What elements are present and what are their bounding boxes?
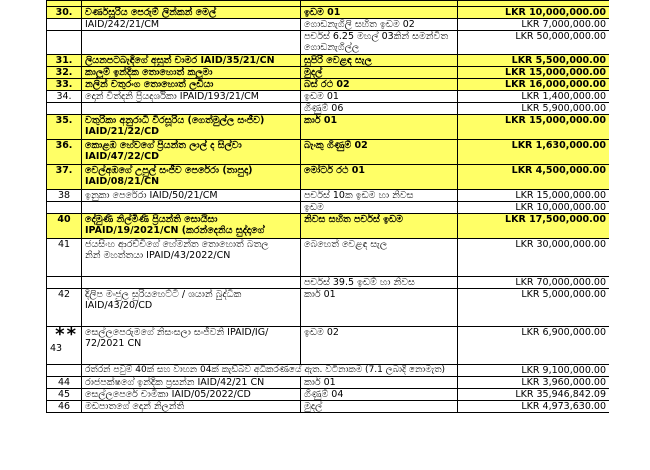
- row-number-text: 43: [50, 343, 63, 354]
- row-number: 36.: [47, 140, 82, 165]
- suspect-cell: [82, 277, 301, 289]
- table-row: [47, 239, 610, 277]
- row-number: 44: [47, 377, 82, 389]
- asset-cell: ගිණුම් 06: [301, 103, 458, 115]
- suspect-cell: සෙල්ලපෙරුමගේ නිසංසලා සංජීවනි IPAID/IG/ 72/2021 CN: [82, 327, 301, 365]
- asset-cell: ඉඩම: [301, 202, 458, 214]
- suspect-cell: කාලුම් ඉන්දික තොහොත් කලුමා: [82, 67, 301, 79]
- row-number: 45: [47, 389, 82, 401]
- value-cell: LKR 30,000,000.00: [458, 239, 610, 277]
- value-cell: LKR 1,400,000.00: [458, 91, 610, 103]
- suspect-cell: රාජපක්ෂගේ ඉන්දික ප්‍රසන්න IAID/42/21 CN: [82, 377, 301, 389]
- table-row: [47, 67, 610, 79]
- row-number: 46: [47, 401, 82, 413]
- table-row: [47, 7, 610, 19]
- suspect-cell: සෙල්ලපෙරේ චාමිකා IAID/05/2022/CD: [82, 389, 301, 401]
- table-row: [47, 165, 610, 190]
- value-cell: LKR 7,000,000.00: [458, 19, 610, 31]
- asset-cell: මෝටර් රථ 01: [301, 165, 458, 190]
- table-row: [47, 115, 610, 140]
- table-row: [47, 277, 610, 289]
- suspect-cell: [82, 103, 301, 115]
- row-number: [47, 19, 82, 31]
- asset-cell: නිවස සහිත පර්චස් ඉඩම: [301, 214, 458, 239]
- value-cell: LKR 4,973,630.00: [458, 401, 610, 413]
- table-row: [47, 365, 610, 377]
- value-cell: LKR 50,000,000.00: [458, 31, 610, 55]
- asset-cell: සුපිරි වෙළඳ සැල: [301, 55, 458, 67]
- value-cell: LKR 15,000,000.00: [458, 115, 610, 140]
- asset-table-body: [47, 1, 610, 413]
- asset-cell: ඉඩම 01: [301, 7, 458, 19]
- table-row: [47, 79, 610, 91]
- table-row: [47, 389, 610, 401]
- suspect-cell: කොළඹ හේවගේ ප්‍රියන්ත ලාල් ද සිල්වා IAID/47/22/CD: [82, 140, 301, 165]
- asset-cell: ඉඩම 01: [301, 91, 458, 103]
- asset-cell: බැංකු ගිණුම් 02: [301, 140, 458, 165]
- value-cell: LKR 15,000,000.00: [458, 67, 610, 79]
- suspect-cell: [82, 202, 301, 214]
- value-cell: LKR 9,100,000.00: [458, 365, 610, 377]
- table-row: [47, 55, 610, 67]
- row-number: [47, 31, 82, 55]
- asset-cell: කාර් 01: [301, 377, 458, 389]
- suspect-cell: IAID/242/21/CM: [82, 19, 301, 31]
- row-number: 32.: [47, 67, 82, 79]
- suspect-cell: ජයසිංහ ආරච්චිගේ හේමන්ත තොහොත් බතල නින් මහත්තයා IPAID/43/2022/CN: [82, 239, 301, 277]
- value-cell: LKR 4,500,000.00: [458, 165, 610, 190]
- value-cell: LKR 5,900,000.00: [458, 103, 610, 115]
- asset-cell: ඉඩම 02: [301, 327, 458, 365]
- table-row: [47, 140, 610, 165]
- suspect-cell: දොන් විත්දනි ප්‍රියදර්ශිකා IPAID/193/21/CM: [82, 91, 301, 103]
- asset-cell: බස් රථ 02: [301, 79, 458, 91]
- row-number: 33.: [47, 79, 82, 91]
- row-marker: **: [55, 326, 78, 345]
- asset-cell: ගිණුම් 04: [301, 389, 458, 401]
- value-cell: LKR 1,630,000.00: [458, 140, 610, 165]
- table-row: [47, 401, 610, 413]
- asset-cell: පර්චස් 10ක ඉඩම හා නිවස: [301, 190, 458, 202]
- table-row: [47, 103, 610, 115]
- asset-cell: පර්චස් 6.25 මහල් 03කින් සමන්විත ගොඩනැගිල්ල: [301, 31, 458, 55]
- row-number: 42: [47, 289, 82, 327]
- row-number: [47, 103, 82, 115]
- asset-cell: ගොඩනැගිලි සහිත ඉඩම 02: [301, 19, 458, 31]
- suspect-cell: දේමුණි නිල්මිණි ප්‍රියන්ති සොයිසා IPAID/19/2021/CN (කරන්දෙනිය සුද්දාගේ: [82, 214, 301, 239]
- suspect-cell: වෙල්අඹගේ උපුල් සංජීව පෙරේරා (තාපුදා) IAID/08/21/CN: [82, 165, 301, 190]
- row-number: [47, 365, 82, 377]
- value-cell: LKR 16,000,000.00: [458, 79, 610, 91]
- asset-cell: මුදල්: [301, 67, 458, 79]
- value-cell: LKR 70,000,000.00: [458, 277, 610, 289]
- suspect-cell: වර්ණසූරිය පෙරුම් ලින්කන් මෙල්: [82, 7, 301, 19]
- asset-cell: පර්චස් 39.5 ඉඩම් හා නිවස: [301, 277, 458, 289]
- row-number: [47, 327, 82, 365]
- asset-cell: කාර් 01: [301, 289, 458, 327]
- table-row: [47, 91, 610, 103]
- table-row: [47, 190, 610, 202]
- table-row: [47, 377, 610, 389]
- row-number: 31.: [47, 55, 82, 67]
- note-cell: රත්රන් පවුම් 40ක් සහ වාහන 04ක් කැඩ්බව අධිකරණයේ ඇත. වටිනාකම (7.1 ලබාදි නොමැත): [82, 365, 458, 377]
- row-number: 34.: [47, 91, 82, 103]
- row-number: 40: [47, 214, 82, 239]
- table-row: [47, 31, 610, 55]
- table-row: [47, 202, 610, 214]
- row-number: 35.: [47, 115, 82, 140]
- table-row: [47, 19, 610, 31]
- value-cell: LKR 35,946,842.09: [458, 389, 610, 401]
- value-cell: LKR 15,000,000.00: [458, 190, 610, 202]
- table-row: [47, 289, 610, 327]
- asset-cell: මුදල්: [301, 401, 458, 413]
- row-number: [47, 277, 82, 289]
- suspect-cell: ලියනපටබැඳිගේ අසුත් චාමර IAID/35/21/CN: [82, 55, 301, 67]
- suspect-cell: මඩපාතගේ දොන් නිලන්ති: [82, 401, 301, 413]
- asset-table: [46, 0, 609, 413]
- suspect-cell: නලින් චතුරංග තොහොත් ලඩියා: [82, 79, 301, 91]
- row-number: 41: [47, 239, 82, 277]
- suspect-cell: දිලිප මංජුල සුරියහෙට්ටි / ශයාන් බුද්ධික IAID/43/20/CD: [82, 289, 301, 327]
- row-number: 37.: [47, 165, 82, 190]
- value-cell: LKR 5,000,000.00: [458, 289, 610, 327]
- asset-cell: කාර් 01: [301, 115, 458, 140]
- asset-cell: බෙහෙත් වෙළඳ සැල: [301, 239, 458, 277]
- value-cell: LKR 6,900,000.00: [458, 327, 610, 365]
- value-cell: LKR 3,960,000.00: [458, 377, 610, 389]
- row-number: [47, 202, 82, 214]
- suspect-cell: ඉනුකා පෙරේරා IAID/50/21/CM: [82, 190, 301, 202]
- row-number: 30.: [47, 7, 82, 19]
- value-cell: LKR 10,000,000.00: [458, 7, 610, 19]
- value-cell: LKR 17,500,000.00: [458, 214, 610, 239]
- suspect-cell: [82, 31, 301, 55]
- value-cell: LKR 10,000,000.00: [458, 202, 610, 214]
- row-number: 38: [47, 190, 82, 202]
- table-row: [47, 214, 610, 239]
- suspect-cell: වතුරිකා අනුරාධි වීරසූරිය (ගෙත්මුල්ල සංජීව) IAID/21/22/CD: [82, 115, 301, 140]
- document-page: [46, 0, 609, 470]
- table-row: [47, 327, 610, 365]
- value-cell: LKR 5,500,000.00: [458, 55, 610, 67]
